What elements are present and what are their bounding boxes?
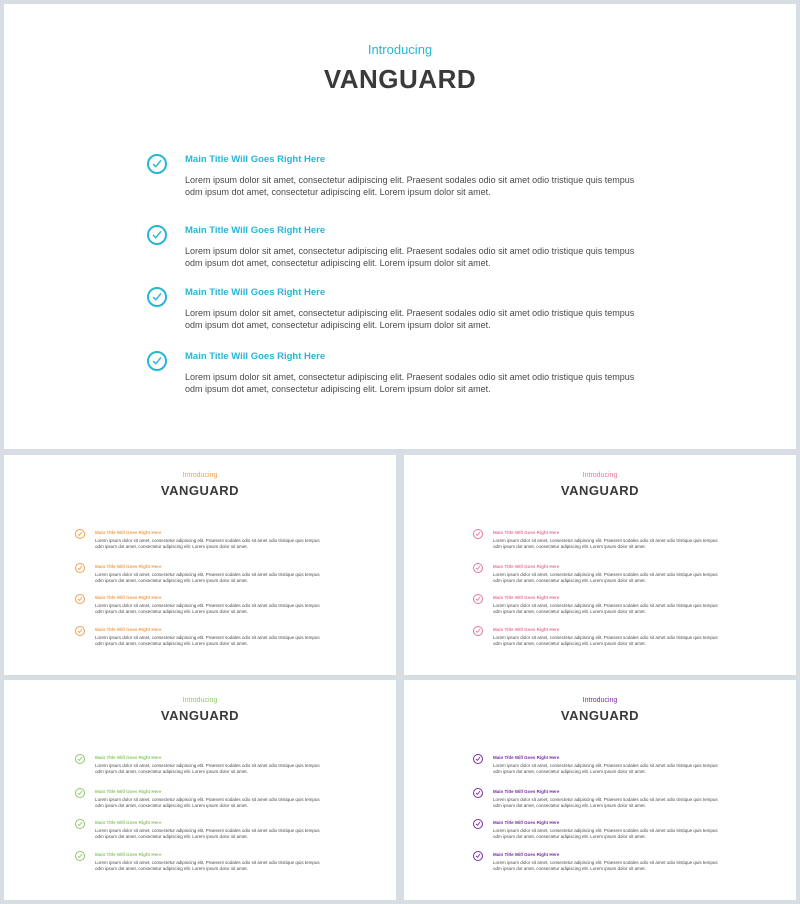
item-body: Lorem ipsum dolor sit amet, consectetur adipiscing elit. Praesent sodales odio sit amet odio tristique quis tempus odm ipsum dot amet, consectetur adipiscing elit. Lorem ipsum dolor sit amet.: [95, 572, 320, 583]
item-title: Main Title Will Goes Right Here: [95, 789, 162, 794]
item-body: Lorem ipsum dolor sit amet, consectetur adipiscing elit. Praesent sodales odio sit amet odio tristique quis tempus odm ipsum dot amet, consectetur adipiscing elit. Lorem ipsum dolor sit amet.: [95, 860, 320, 871]
check-circle-icon: [473, 594, 483, 604]
item-body: Lorem ipsum dolor sit amet, consectetur adipiscing elit. Praesent sodales odio sit amet odio tristique quis tempus odm ipsum dot amet, consectetur adipiscing elit. Lorem ipsum dolor sit amet.: [185, 372, 635, 394]
item-title: Main Title Will Goes Right Here: [95, 564, 162, 569]
item-body: Lorem ipsum dolor sit amet, consectetur adipiscing elit. Praesent sodales odio sit amet odio tristique quis tempus odm ipsum dot amet, consectetur adipiscing elit. Lorem ipsum dolor sit amet.: [95, 538, 320, 549]
slide-title: VANGUARD: [160, 483, 240, 498]
slide-intro: Introducing: [182, 472, 218, 479]
check-circle-icon: [75, 754, 85, 764]
item-title: Main Title Will Goes Right Here: [493, 852, 560, 857]
check-circle-icon: [147, 287, 167, 307]
item-title: Main Title Will Goes Right Here: [493, 789, 560, 794]
item-body: Lorem ipsum dolor sit amet, consectetur adipiscing elit. Praesent sodales odio sit amet odio tristique quis tempus odm ipsum dot amet, consectetur adipiscing elit. Lorem ipsum dolor sit amet.: [493, 828, 718, 839]
item-body: Lorem ipsum dolor sit amet, consectetur adipiscing elit. Praesent sodales odio sit amet odio tristique quis tempus odm ipsum dot amet, consectetur adipiscing elit. Lorem ipsum dolor sit amet.: [95, 828, 320, 839]
item-body: Lorem ipsum dolor sit amet, consectetur adipiscing elit. Praesent sodales odio sit amet odio tristique quis tempus odm ipsum dot amet, consectetur adipiscing elit. Lorem ipsum dolor sit amet.: [95, 763, 320, 774]
item-title: Main Title Will Goes Right Here: [95, 755, 162, 760]
slide-pink: [404, 455, 796, 675]
slide-main: [4, 4, 796, 449]
item-title: Main Title Will Goes Right Here: [493, 530, 560, 535]
item-body: Lorem ipsum dolor sit amet, consectetur adipiscing elit. Praesent sodales odio sit amet odio tristique quis tempus odm ipsum dot amet, consectetur adipiscing elit. Lorem ipsum dolor sit amet.: [95, 603, 320, 614]
item-title: Main Title Will Goes Right Here: [95, 595, 162, 600]
slide-title: VANGUARD: [560, 708, 640, 723]
check-circle-icon: [147, 351, 167, 371]
slide-intro: Introducing: [367, 42, 433, 57]
check-circle-icon: [75, 819, 85, 829]
item-title: Main Title Will Goes Right Here: [95, 820, 162, 825]
item-title: Main Title Will Goes Right Here: [493, 564, 560, 569]
item-body: Lorem ipsum dolor sit amet, consectetur adipiscing elit. Praesent sodales odio sit amet odio tristique quis tempus odm ipsum dot amet, consectetur adipiscing elit. Lorem ipsum dolor sit amet.: [95, 797, 320, 808]
slide-title: VANGUARD: [323, 64, 477, 94]
slide-green: [4, 680, 396, 900]
item-body: Lorem ipsum dolor sit amet, consectetur adipiscing elit. Praesent sodales odio sit amet odio tristique quis tempus odm ipsum dot amet, consectetur adipiscing elit. Lorem ipsum dolor sit amet.: [95, 635, 320, 646]
check-circle-icon: [473, 626, 483, 636]
item-title: Main Title Will Goes Right Here: [95, 530, 162, 535]
item-body: Lorem ipsum dolor sit amet, consectetur adipiscing elit. Praesent sodales odio sit amet odio tristique quis tempus odm ipsum dot amet, consectetur adipiscing elit. Lorem ipsum dolor sit amet.: [185, 175, 635, 197]
item-title: Main Title Will Goes Right Here: [493, 820, 560, 825]
item-body: Lorem ipsum dolor sit amet, consectetur adipiscing elit. Praesent sodales odio sit amet odio tristique quis tempus odm ipsum dot amet, consectetur adipiscing elit. Lorem ipsum dolor sit amet.: [493, 538, 718, 549]
check-circle-icon: [75, 563, 85, 573]
check-circle-icon: [75, 529, 85, 539]
item-title: Main Title Will Goes Right Here: [185, 287, 326, 298]
check-circle-icon: [473, 563, 483, 573]
item-body: Lorem ipsum dolor sit amet, consectetur adipiscing elit. Praesent sodales odio sit amet odio tristique quis tempus odm ipsum dot amet, consectetur adipiscing elit. Lorem ipsum dolor sit amet.: [493, 763, 718, 774]
item-body: Lorem ipsum dolor sit amet, consectetur adipiscing elit. Praesent sodales odio sit amet odio tristique quis tempus odm ipsum dot amet, consectetur adipiscing elit. Lorem ipsum dolor sit amet.: [493, 635, 718, 646]
check-circle-icon: [75, 594, 85, 604]
slide-purple: [404, 680, 796, 900]
item-title: Main Title Will Goes Right Here: [185, 351, 326, 362]
check-circle-icon: [147, 225, 167, 245]
slide-title: VANGUARD: [560, 483, 640, 498]
item-body: Lorem ipsum dolor sit amet, consectetur adipiscing elit. Praesent sodales odio sit amet odio tristique quis tempus odm ipsum dot amet, consectetur adipiscing elit. Lorem ipsum dolor sit amet.: [493, 572, 718, 583]
slide-intro: Introducing: [582, 472, 618, 479]
check-circle-icon: [473, 754, 483, 764]
item-title: Main Title Will Goes Right Here: [185, 225, 326, 236]
slide-intro: Introducing: [582, 697, 618, 704]
item-body: Lorem ipsum dolor sit amet, consectetur adipiscing elit. Praesent sodales odio sit amet odio tristique quis tempus odm ipsum dot amet, consectetur adipiscing elit. Lorem ipsum dolor sit amet.: [493, 603, 718, 614]
check-circle-icon: [473, 788, 483, 798]
item-body: Lorem ipsum dolor sit amet, consectetur adipiscing elit. Praesent sodales odio sit amet odio tristique quis tempus odm ipsum dot amet, consectetur adipiscing elit. Lorem ipsum dolor sit amet.: [185, 246, 635, 268]
check-circle-icon: [147, 154, 167, 174]
slide-title: VANGUARD: [160, 708, 240, 723]
item-title: Main Title Will Goes Right Here: [493, 627, 560, 632]
item-body: Lorem ipsum dolor sit amet, consectetur adipiscing elit. Praesent sodales odio sit amet odio tristique quis tempus odm ipsum dot amet, consectetur adipiscing elit. Lorem ipsum dolor sit amet.: [493, 860, 718, 871]
check-circle-icon: [473, 819, 483, 829]
check-circle-icon: [473, 529, 483, 539]
item-title: Main Title Will Goes Right Here: [95, 627, 162, 632]
check-circle-icon: [75, 626, 85, 636]
item-body: Lorem ipsum dolor sit amet, consectetur adipiscing elit. Praesent sodales odio sit amet odio tristique quis tempus odm ipsum dot amet, consectetur adipiscing elit. Lorem ipsum dolor sit amet.: [493, 797, 718, 808]
check-circle-icon: [473, 851, 483, 861]
item-title: Main Title Will Goes Right Here: [493, 755, 560, 760]
check-circle-icon: [75, 788, 85, 798]
slide-intro: Introducing: [182, 697, 218, 704]
item-title: Main Title Will Goes Right Here: [185, 154, 326, 165]
slide-orange: [4, 455, 396, 675]
check-circle-icon: [75, 851, 85, 861]
item-body: Lorem ipsum dolor sit amet, consectetur adipiscing elit. Praesent sodales odio sit amet odio tristique quis tempus odm ipsum dot amet, consectetur adipiscing elit. Lorem ipsum dolor sit amet.: [185, 308, 635, 330]
item-title: Main Title Will Goes Right Here: [493, 595, 560, 600]
item-title: Main Title Will Goes Right Here: [95, 852, 162, 857]
